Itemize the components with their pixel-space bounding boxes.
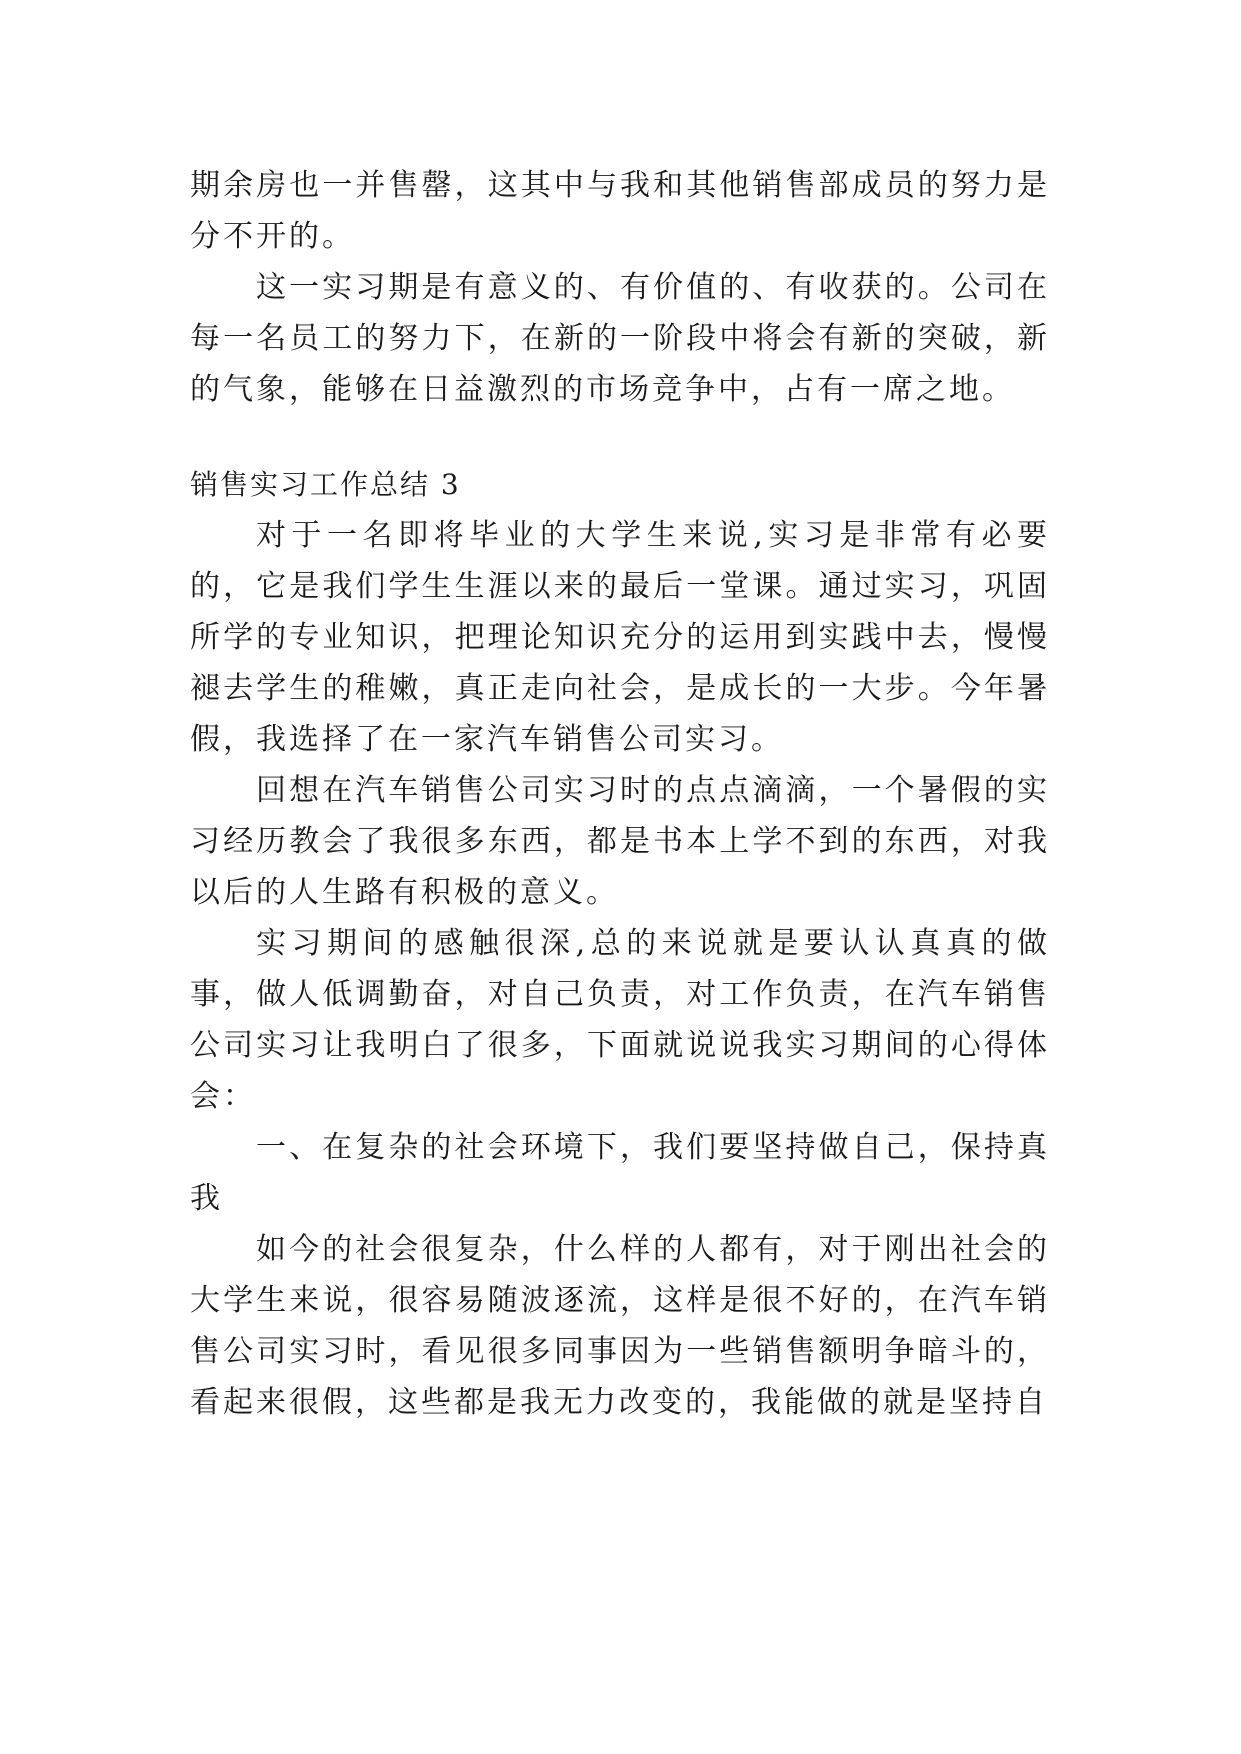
paragraph-heading-one: 一、在复杂的社会环境下，我们要坚持做自己，保持真我 — [190, 1130, 1050, 1216]
paragraph-recollection: 回想在汽车销售公司实习时的点点滴滴，一个暑假的实习经历教会了我很多东西，都是书本上学不到的东西，对我以后的人生路有积极的意义。 — [190, 773, 1050, 910]
paragraph-insights: 实习期间的感触很深,总的来说就是要认认真真的做事，做人低调勤奋，对自己负责，对工作负责，在汽车销售公司实习让我明白了很多，下面就说说我实习期间的心得体会： — [190, 926, 1050, 1114]
paragraph-intro: 对于一名即将毕业的大学生来说,实习是非常有必要的，它是我们学生生涯以来的最后一堂课。通过实习，巩固所学的专业知识，把理论知识充分的运用到实践中去，慢慢褪去学生的稚嫩，真正走向社会，是成长的一大步。今年暑假，我选择了在一家汽车销售公司实习。 — [190, 518, 1050, 757]
paragraph-continued: 期余房也一并售罄，这其中与我和其他销售部成员的努力是分不开的。 — [190, 168, 1050, 254]
paragraph-conclusion: 这一实习期是有意义的、有价值的、有收获的。公司在每一名员工的努力下，在新的一阶段中将会有新的突破，新的气象，能够在日益激烈的市场竞争中，占有一席之地。 — [190, 270, 1050, 407]
section-title: 销售实习工作总结 3 — [190, 468, 461, 501]
document-body — [190, 160, 1050, 1428]
section-spacer — [190, 415, 1050, 459]
paragraph-society: 如今的社会很复杂，什么样的人都有，对于刚出社会的大学生来说，很容易随波逐流，这样是很不好的，在汽车销售公司实习时，看见很多同事因为一些销售额明争暗斗的，看起来很假，这些都是我无力改变的，我能做的就是坚持自 — [190, 1232, 1050, 1420]
